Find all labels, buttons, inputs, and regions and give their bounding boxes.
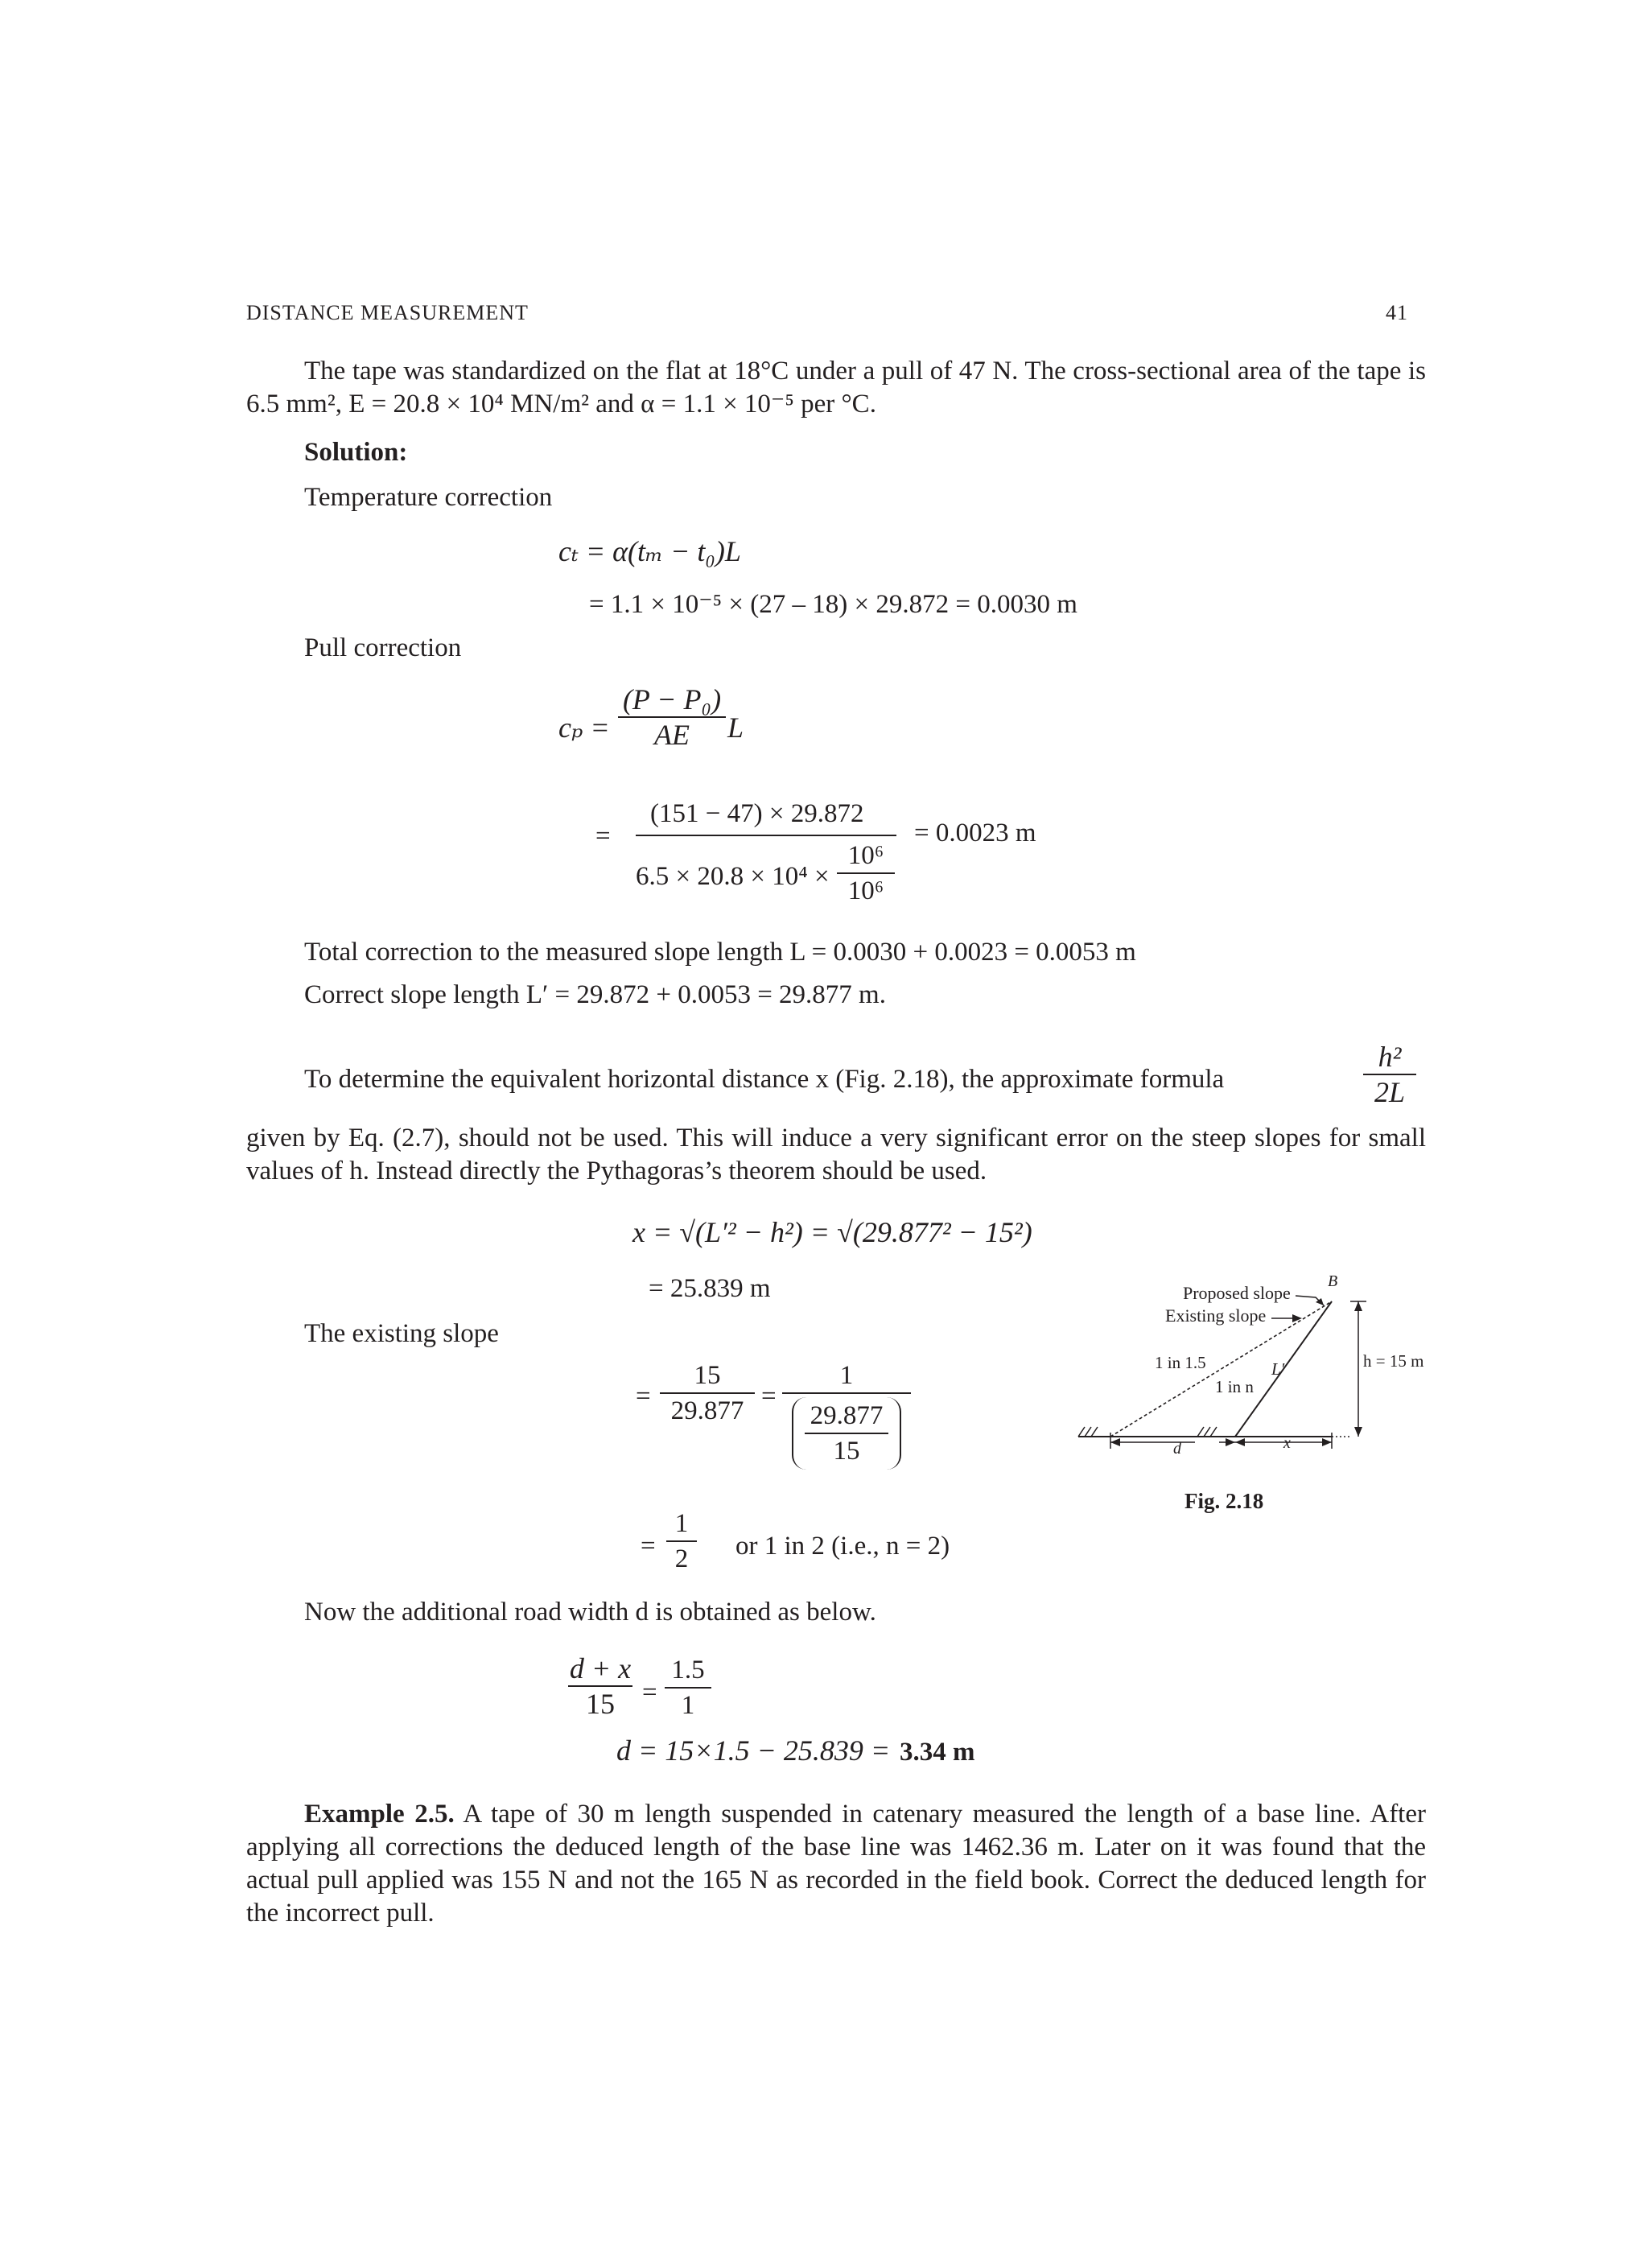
example-paragraph — [246, 1798, 1426, 1930]
slope-fraction-1-denominator: 29.877 — [670, 1396, 744, 1425]
figure-2-18 — [1054, 1272, 1432, 1521]
half-equals: = — [641, 1532, 656, 1561]
slope-fraction-2-denominator — [792, 1397, 901, 1470]
d-rhs-denominator: 1 — [681, 1691, 695, 1720]
road-width-text: Now the additional road width d is obtained as below. — [304, 1598, 876, 1627]
d-calculation: d = 15×1.5 − 25.839 = — [616, 1734, 891, 1767]
one-in-1-5-label: 1 in 1.5 — [1155, 1353, 1206, 1372]
proposed-slope-label: Proposed slope — [1183, 1283, 1291, 1303]
nested-numerator: 29.877 — [810, 1401, 884, 1430]
one-in-n-label: 1 in n — [1215, 1377, 1254, 1396]
pull-formula-fraction — [618, 682, 726, 752]
solution-heading: Solution: — [304, 438, 408, 467]
d-result: 3.34 m — [900, 1738, 975, 1767]
l-prime-label: L′ — [1271, 1359, 1285, 1379]
slope-equals-2: = — [761, 1382, 777, 1411]
temperature-formula: cₜ = α(tₘ − t₀)L — [558, 535, 741, 567]
pull-result: = 0.0023 m — [914, 819, 1036, 847]
x-formula: x = √(L′² − h²) = √(29.877² − 15²) — [632, 1216, 1032, 1248]
pull-calc-inner-fraction — [837, 839, 895, 908]
temperature-value: = 1.1 × 10⁻⁵ × (27 – 18) × 29.872 = 0.0030 m — [589, 590, 1077, 619]
example-label: Example 2.5. — [304, 1800, 455, 1829]
pull-formula-denominator: AE — [654, 719, 690, 751]
slope-fraction-1-numerator: 15 — [694, 1361, 721, 1390]
page-number: 41 — [1386, 301, 1408, 324]
fraction-bar — [782, 1392, 911, 1394]
2l-denominator: 2L — [1374, 1076, 1406, 1108]
pull-calc-equals: = — [595, 822, 611, 851]
arrow-head — [1322, 1438, 1332, 1446]
total-correction-line: Total correction to the measured slope length L = 0.0030 + 0.0023 = 0.0053 m — [304, 938, 1136, 967]
d-rhs-numerator: 1.5 — [671, 1656, 705, 1685]
arrow-head — [1110, 1438, 1120, 1446]
h-label: h = 15 m — [1363, 1351, 1424, 1371]
existing-slope-label: The existing slope — [304, 1319, 499, 1348]
pull-label: Pull correction — [304, 633, 462, 662]
pull-calc-numerator: (151 − 47) × 29.872 — [650, 799, 864, 828]
pull-formula-l: L — [727, 711, 744, 744]
arrow-head — [1354, 1301, 1362, 1311]
slope-fraction-2-numerator: 1 — [839, 1361, 854, 1390]
temperature-label: Temperature correction — [304, 483, 553, 512]
pull-formula-numerator: (P − P₀) — [622, 683, 722, 715]
half-fraction — [666, 1507, 697, 1576]
slope-fraction-1 — [660, 1359, 755, 1428]
d-rhs-fraction — [665, 1653, 711, 1722]
pull-formula-lhs: cₚ = — [558, 711, 610, 744]
nested-denominator: 15 — [833, 1437, 860, 1466]
inner-fraction-numerator: 10⁶ — [847, 841, 884, 870]
given-paragraph: given by Eq. (2.7), should not be used. This will induce a very significant error on the steep slopes for small values of h. Instead directly the Pythagoras’s theorem should be used. — [246, 1124, 1426, 1186]
pull-calc-bar — [636, 835, 896, 836]
running-header: DISTANCE MEASUREMENT — [246, 301, 529, 324]
point-b-label: B — [1328, 1272, 1338, 1290]
inner-fraction-denominator: 10⁶ — [847, 876, 884, 905]
half-denominator: 2 — [674, 1544, 689, 1573]
hatch-left — [1078, 1427, 1098, 1437]
pull-calc-denominator: 6.5 × 20.8 × 10⁴ × — [636, 862, 830, 891]
determine-text: To determine the equivalent horizontal distance x (Fig. 2.18), the approximate formula — [304, 1065, 1225, 1094]
hatch-middle — [1197, 1427, 1217, 1437]
d-lhs-numerator: d + x — [569, 1652, 632, 1685]
arrow-head — [1235, 1438, 1245, 1446]
d-lhs-fraction — [568, 1652, 632, 1721]
slope-fraction-2 — [782, 1359, 911, 1470]
half-numerator: 1 — [674, 1509, 689, 1538]
x-value: = 25.839 m — [649, 1274, 771, 1303]
h2-over-2l-fraction — [1363, 1040, 1416, 1109]
figure-caption: Fig. 2.18 — [1184, 1489, 1264, 1513]
arrow-head — [1354, 1427, 1362, 1437]
intro-paragraph: The tape was standardized on the flat at 18°C under a pull of 47 N. The cross-sectional area of the tape is 6.5 mm², E = 20.8 × 10⁴ MN/m² and α = 1.1 × 10⁻⁵ per °C. — [246, 357, 1426, 419]
existing-slope-label: Existing slope — [1165, 1305, 1267, 1326]
x-label: x — [1283, 1434, 1291, 1452]
h2-numerator: h² — [1378, 1041, 1402, 1073]
d-equals: = — [642, 1678, 657, 1707]
d-label: d — [1173, 1440, 1181, 1458]
example-text: A tape of 30 m length suspended in catenary measured the length of a base line. After applying all corrections the deduced length of the base line was 1462.36 m. Later on it was found that the actual pull applied was 155 N and not the 165 N as recorded in the field book. Correct the deduced length for the incorrect pull. — [246, 1800, 1426, 1928]
d-lhs-denominator: 15 — [586, 1688, 615, 1720]
correct-slope-length-line: Correct slope length L′ = 29.872 + 0.0053 = 29.877 m. — [304, 980, 886, 1009]
slope-equals-1: = — [636, 1382, 651, 1411]
half-tail: or 1 in 2 (i.e., n = 2) — [735, 1532, 950, 1561]
